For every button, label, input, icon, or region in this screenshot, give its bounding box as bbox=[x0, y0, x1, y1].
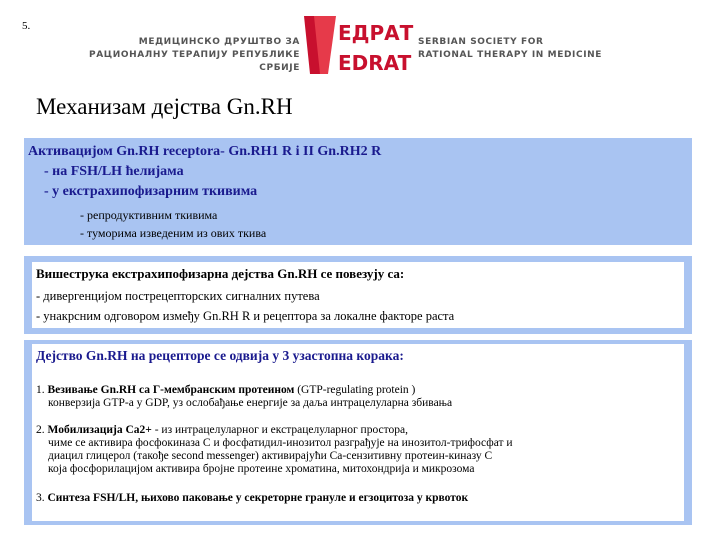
receptor-steps-content bbox=[32, 344, 684, 521]
society-name-serbian bbox=[88, 36, 300, 75]
extrapituitary-heading: Вишеструка екстрахипофизарна дејства Gn.RH се повезују са: bbox=[36, 266, 405, 281]
step-2-detail-3: која фосфорилацијом активира бројне протеине хроматина, митохондрија и микрозома bbox=[48, 463, 475, 475]
cells-line: - на FSH/LH ћелијама bbox=[44, 164, 184, 179]
receptor-steps-box bbox=[24, 340, 692, 525]
extrapituitary-effects-content bbox=[32, 262, 684, 328]
step-2 bbox=[36, 424, 513, 476]
society-name-english bbox=[418, 36, 648, 62]
society-name-line1: МЕДИЦИНСКО ДРУШТВО ЗА bbox=[138, 37, 300, 47]
medrat-logo bbox=[302, 10, 414, 80]
step-2-detail-2: диацил глицерол (такође second messenger) активирајући Ca-сензитивну протеин-киназу С bbox=[48, 450, 493, 462]
step-1-note: (GTP-regulating protein ) bbox=[297, 384, 416, 396]
step-1-number: 1. bbox=[36, 384, 45, 396]
step-1-title: Везивање Gn.RH са Г-мембранским протеином bbox=[47, 384, 295, 396]
crosstalk-item: - унакрсним одговором између Gn.RH R и рецептора за локалне факторе раста bbox=[36, 309, 455, 323]
steps-heading: Дејство Gn.RH на рецепторе се одвија у 3 узастопна корака: bbox=[36, 348, 404, 363]
step-3 bbox=[36, 492, 468, 505]
reproductive-tissues-item: - репродуктивним ткивима bbox=[80, 208, 218, 222]
tissues-line: - у екстрахипофизарним ткивима bbox=[44, 184, 258, 199]
page-title: Механизам дејства Gn.RH bbox=[36, 94, 293, 119]
activation-line: Активацијом Gn.RH receptora- Gn.RH1 R i II Gn.RH2 R bbox=[28, 144, 382, 159]
step-3-title: Синтеза FSH/LH, њихово паковање у секреторне грануле и егзоцитоза у крвоток bbox=[47, 492, 469, 504]
step-2-title: Мобилизација Ca2+ bbox=[47, 424, 152, 436]
society-name-line2: РАЦИОНАЛНУ ТЕРАПИЈУ РЕПУБЛИКЕ СРБИЈЕ bbox=[89, 50, 300, 73]
logo-text-top: ЕДРАТ bbox=[338, 21, 414, 45]
logo-text-bottom: EDRAT bbox=[338, 51, 412, 75]
step-2-detail-1: чиме се активира фосфокиназа С и фосфатидил-инозитол разграђује на инозитол-трифосфат и bbox=[48, 437, 513, 449]
receptor-activation-box bbox=[24, 138, 692, 245]
society-name-en-line1: SERBIAN SOCIETY FOR bbox=[418, 37, 544, 47]
step-1 bbox=[36, 384, 452, 410]
slide-number: 5. bbox=[22, 20, 31, 32]
tumors-item: - туморима изведеним из ових ткива bbox=[80, 226, 267, 240]
step-2-note: - из интрацелуларног и екстрацелуларног простора, bbox=[154, 424, 408, 436]
step-3-number: 3. bbox=[36, 492, 45, 504]
society-name-en-line2: RATIONAL THERAPY IN MEDICINE bbox=[418, 50, 603, 60]
step-2-number: 2. bbox=[36, 424, 45, 436]
divergence-item: - дивергенцијом пострецепторских сигналних путева bbox=[36, 289, 320, 303]
extrapituitary-effects-box bbox=[24, 256, 692, 334]
step-1-detail: конверзија GTP-а у GDP, уз ослобађање енергије за даља интрацелуларна збивања bbox=[48, 397, 453, 409]
